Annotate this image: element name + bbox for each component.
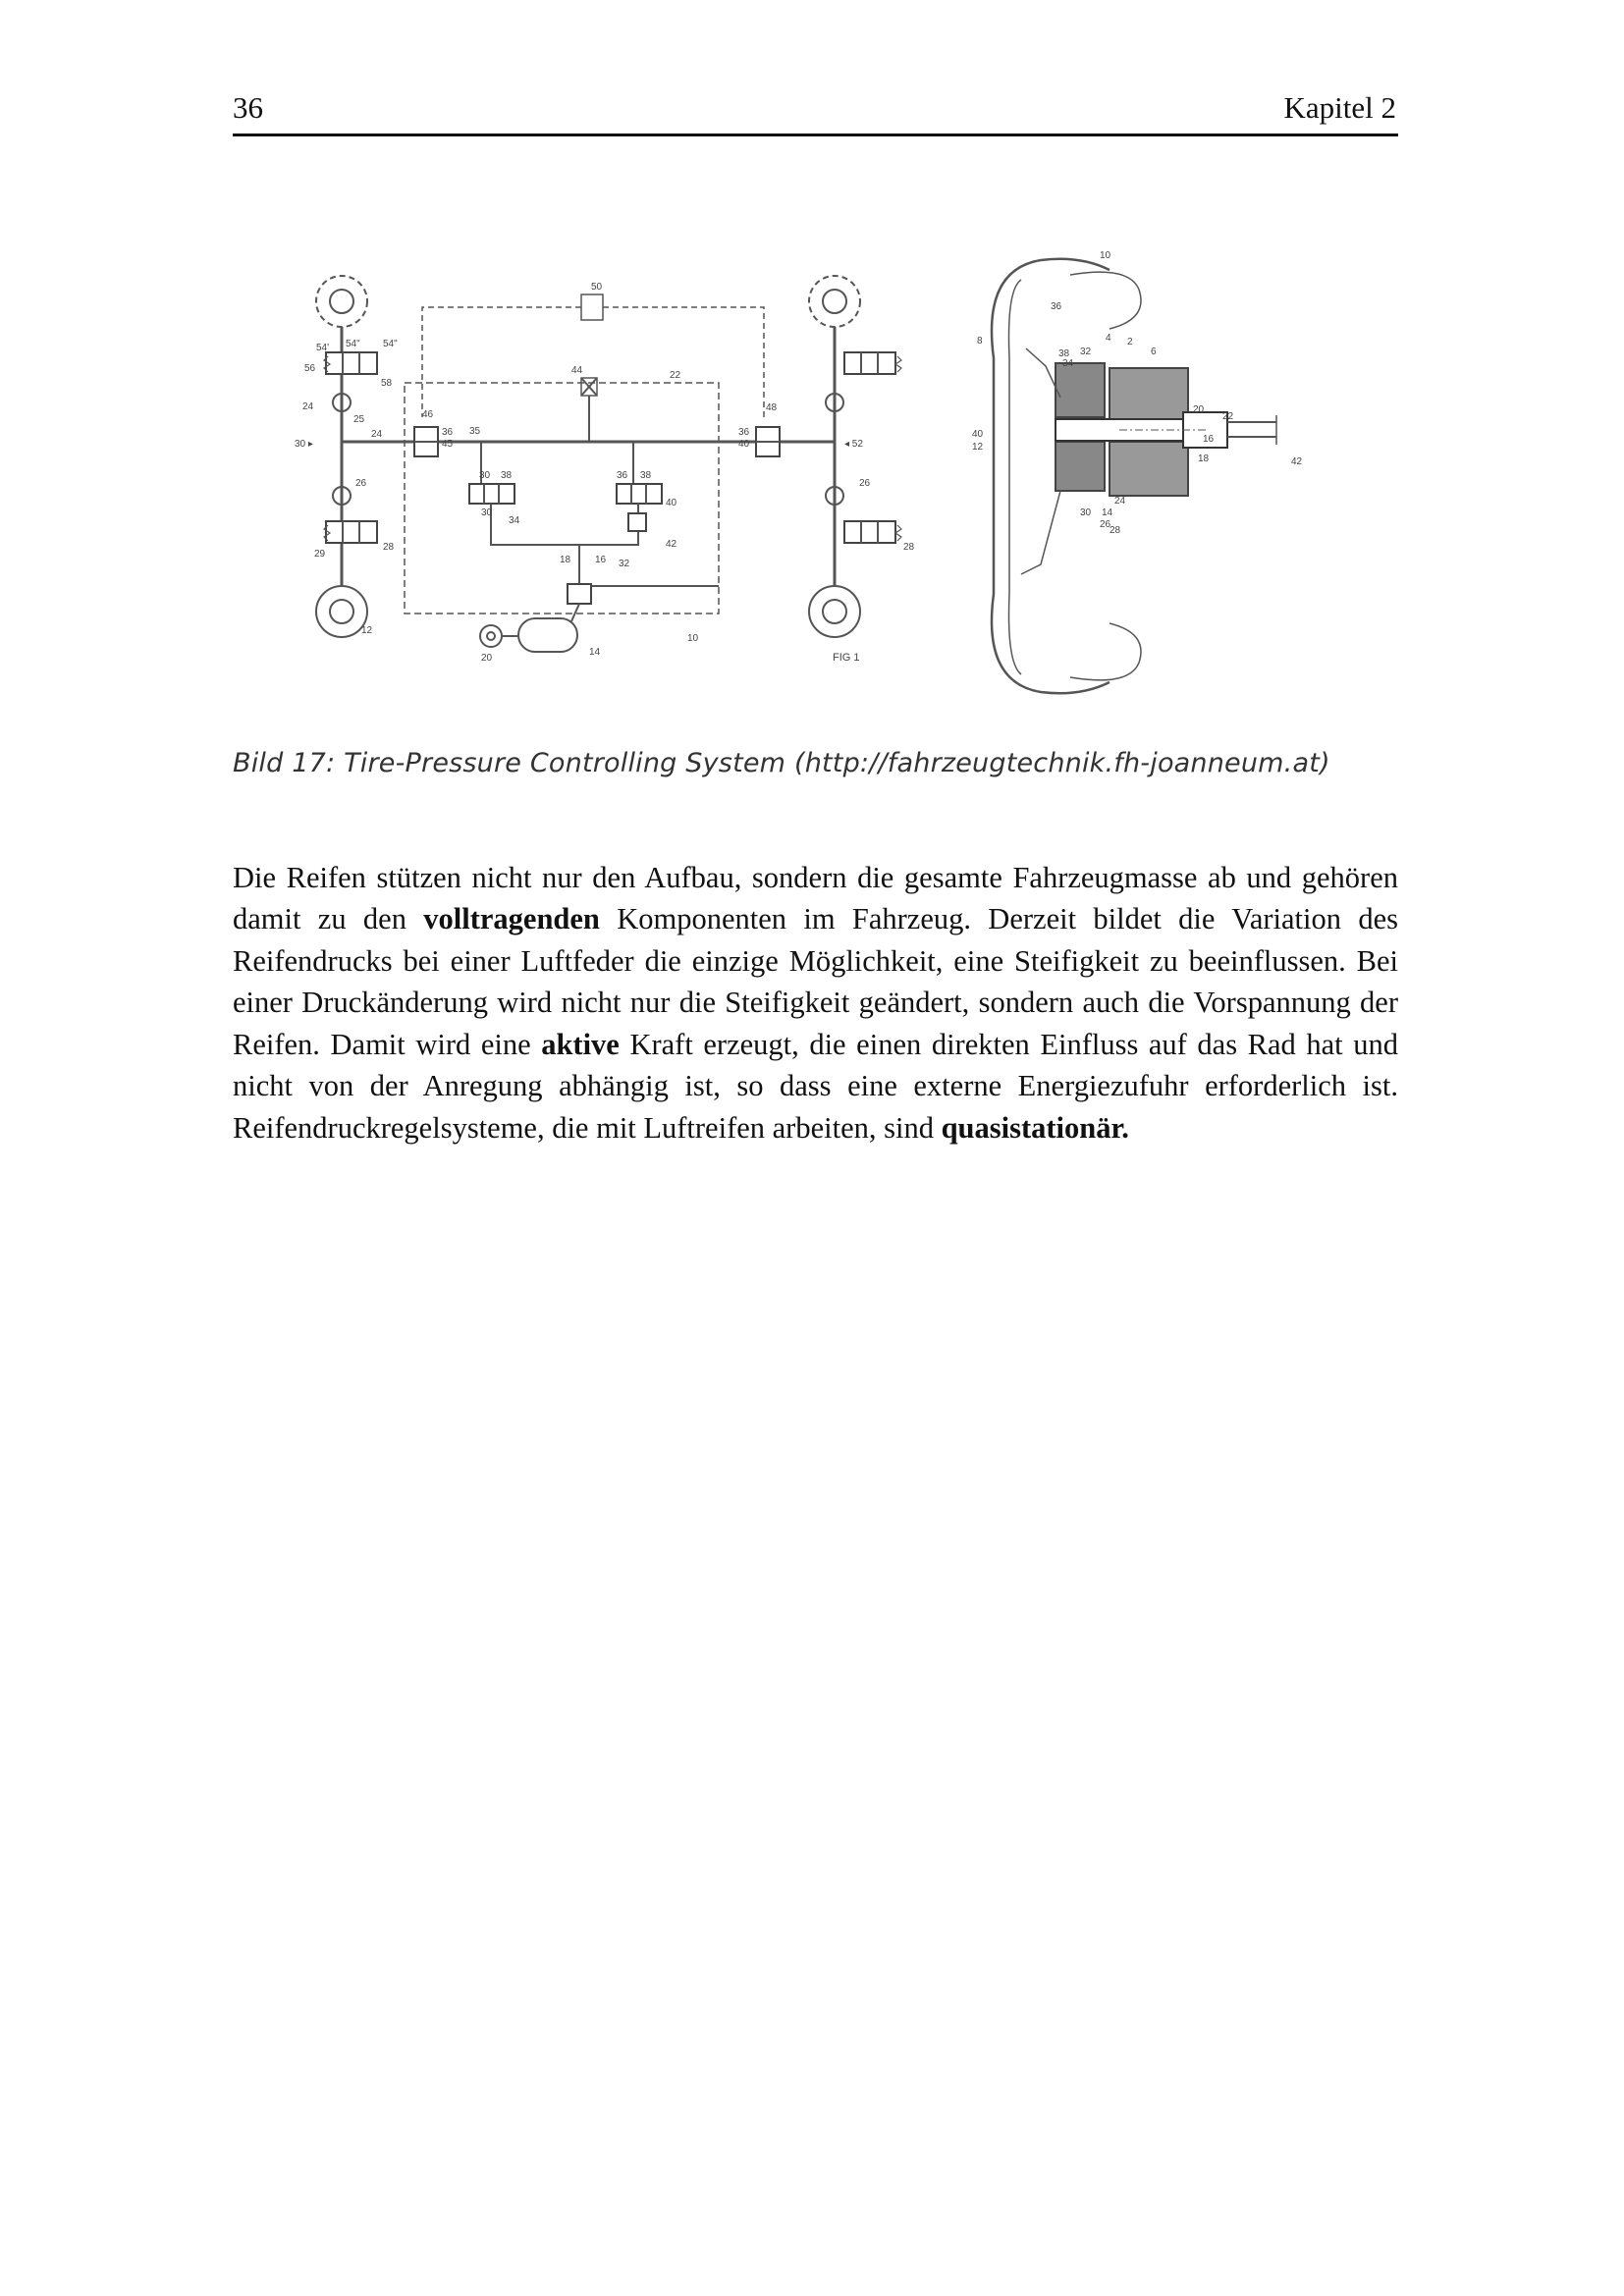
svg-text:42: 42 xyxy=(1291,456,1303,467)
svg-text:36: 36 xyxy=(442,427,454,438)
svg-text:54': 54' xyxy=(316,343,330,353)
wheel-rear-right xyxy=(809,586,860,637)
svg-text:26: 26 xyxy=(1100,519,1111,530)
page-number: 36 xyxy=(233,90,263,125)
wheel-front-right xyxy=(809,276,860,327)
svg-text:30 ▸: 30 ▸ xyxy=(295,439,313,450)
svg-text:10: 10 xyxy=(687,633,699,644)
svg-text:34: 34 xyxy=(1062,358,1074,369)
svg-text:◂ 52: ◂ 52 xyxy=(844,439,863,450)
tire-cross-section xyxy=(992,259,1276,694)
svg-text:24: 24 xyxy=(302,401,314,412)
figure-caption: Bild 17: Tire-Pressure Controlling System (http://fahrzeugtechnik.fh-joanneum.at) xyxy=(233,748,1330,778)
svg-text:54": 54" xyxy=(383,339,398,349)
body-paragraph xyxy=(233,857,1398,1149)
svg-text:29: 29 xyxy=(314,549,326,560)
svg-text:35: 35 xyxy=(469,426,481,437)
svg-text:26: 26 xyxy=(859,478,871,489)
fig-1-label: FIG 1 xyxy=(833,652,860,664)
svg-text:14: 14 xyxy=(1102,507,1113,518)
header-rule xyxy=(233,133,1398,136)
svg-text:8: 8 xyxy=(977,336,983,347)
svg-text:30: 30 xyxy=(479,470,491,481)
svg-text:40: 40 xyxy=(972,429,984,440)
svg-text:28: 28 xyxy=(383,542,395,553)
svg-text:25: 25 xyxy=(353,414,365,425)
svg-text:32: 32 xyxy=(1080,347,1092,357)
svg-text:16: 16 xyxy=(1203,434,1215,445)
svg-text:50: 50 xyxy=(591,282,603,293)
svg-text:54": 54" xyxy=(346,339,360,349)
svg-text:4: 4 xyxy=(1106,333,1111,344)
running-head: Kapitel 2 xyxy=(1283,90,1396,125)
svg-text:18: 18 xyxy=(1198,454,1210,464)
svg-text:22: 22 xyxy=(670,370,681,381)
svg-text:38: 38 xyxy=(501,470,513,481)
svg-text:48: 48 xyxy=(766,402,778,413)
bold-term-quasistationaer: quasistationär. xyxy=(941,1110,1129,1145)
svg-text:34: 34 xyxy=(509,515,520,526)
svg-text:20: 20 xyxy=(1193,404,1205,415)
svg-text:18: 18 xyxy=(560,555,571,565)
svg-text:12: 12 xyxy=(972,442,984,453)
svg-text:28: 28 xyxy=(1110,525,1121,536)
svg-text:16: 16 xyxy=(595,555,607,565)
svg-text:38: 38 xyxy=(1058,348,1070,359)
svg-text:32: 32 xyxy=(619,559,630,569)
wheel-front-left xyxy=(316,276,367,327)
paragraph-text-3: Kraft erzeugt, die einen direkten Einfluss auf das Rad hat und nicht von der Anregung abhängig ist, so dass eine externe Energiezufuhr erforderlich ist. Reifendruckregelsysteme, die mit Luftreifen arbeiten, sind xyxy=(233,1027,1398,1145)
callouts-left xyxy=(295,282,915,664)
svg-text:36: 36 xyxy=(1051,301,1062,312)
svg-text:6: 6 xyxy=(1151,347,1157,357)
svg-text:10: 10 xyxy=(1100,250,1111,261)
figure-drawing xyxy=(295,250,1355,702)
wheel-rear-left xyxy=(316,586,367,637)
svg-text:44: 44 xyxy=(571,365,583,376)
svg-text:46: 46 xyxy=(422,409,434,420)
svg-text:36: 36 xyxy=(617,470,628,481)
svg-text:20: 20 xyxy=(481,653,493,664)
svg-text:42: 42 xyxy=(666,539,677,550)
svg-text:40: 40 xyxy=(738,439,750,450)
bold-term-volltragenden: volltragenden xyxy=(423,902,600,935)
svg-text:36: 36 xyxy=(738,427,750,438)
svg-text:58: 58 xyxy=(381,378,393,389)
svg-text:12: 12 xyxy=(361,625,373,636)
svg-text:56: 56 xyxy=(304,363,316,374)
paragraph-text-1: Die Reifen stützen nicht nur den Aufbau, sondern die gesamte Fahrzeugmasse ab und gehören damit zu den xyxy=(233,860,1398,935)
bold-term-aktive: aktive xyxy=(541,1027,620,1061)
svg-text:22: 22 xyxy=(1222,411,1234,422)
paragraph-text-2: Komponenten im Fahrzeug. Derzeit bildet die Variation des Reifendrucks bei einer Luftfeder die einzige Möglichkeit, eine Steifigkeit zu beeinflussen. Bei einer Druckänderung wird nicht nur die Steifigkeit geändert, sondern auch die Vorspannung der Reifen. Damit wird eine xyxy=(233,902,1398,1061)
svg-text:40: 40 xyxy=(666,498,677,508)
svg-text:28: 28 xyxy=(903,542,915,553)
svg-text:38: 38 xyxy=(640,470,652,481)
svg-text:30: 30 xyxy=(481,507,493,518)
svg-text:26: 26 xyxy=(355,478,367,489)
svg-text:24: 24 xyxy=(1114,496,1126,507)
figure-tire-pressure-system xyxy=(295,250,1355,702)
svg-text:45: 45 xyxy=(442,439,454,450)
svg-text:14: 14 xyxy=(589,647,601,658)
svg-text:30: 30 xyxy=(1080,507,1092,518)
svg-text:2: 2 xyxy=(1127,337,1133,347)
svg-text:24: 24 xyxy=(371,429,383,440)
